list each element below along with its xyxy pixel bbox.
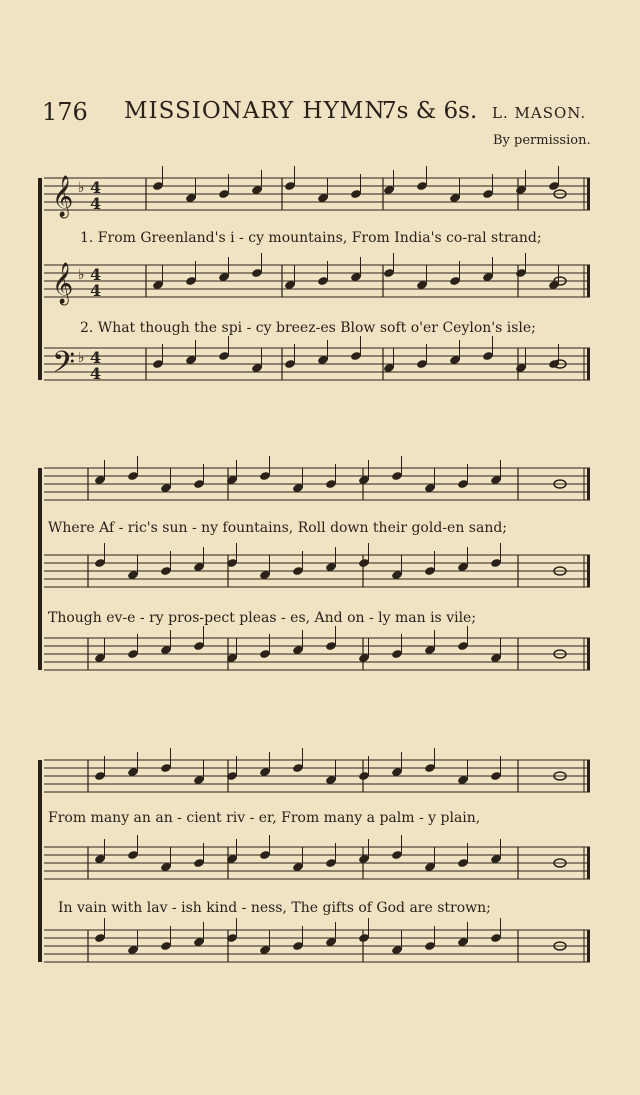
staff — [44, 626, 590, 670]
hymn-title: MISSIONARY HYMN. — [124, 98, 393, 124]
staff — [44, 918, 590, 962]
staff-notation-3 — [38, 752, 598, 982]
staff — [44, 456, 590, 500]
staff — [44, 543, 590, 587]
lyric-line-1: Where Af - ric's sun - ny fountains, Roll down their gold-en sand; — [48, 520, 508, 536]
lyric-line-2: In vain with lav - ish kind - ness, The gifts of God are strown; — [58, 900, 491, 916]
time-signature-icon: 4 — [90, 265, 102, 284]
staff — [44, 748, 590, 792]
composer-name: L. MASON. — [492, 104, 587, 122]
staff-notation-1 — [38, 170, 598, 400]
page-number: 176 — [42, 98, 88, 126]
time-signature-icon: 4 — [90, 364, 102, 383]
time-signature-icon: 4 — [90, 178, 102, 197]
meter-marking: 7s & 6s. — [382, 98, 478, 124]
time-signature-icon: 4 — [90, 194, 102, 213]
clef-icon: 𝄞 — [52, 176, 74, 217]
lyric-line-2: 2. What though the spi - cy breez-es Blow soft o'er Ceylon's isle; — [80, 320, 536, 336]
music-system-2 — [38, 460, 598, 690]
time-signature-icon: 4 — [90, 348, 102, 367]
system-bracket — [38, 760, 42, 962]
staff — [44, 253, 590, 305]
staff — [44, 336, 590, 387]
system-bracket — [38, 468, 42, 670]
music-system-1 — [38, 170, 598, 400]
clef-icon: 𝄢 — [52, 346, 76, 387]
lyric-line-2: Though ev-e - ry pros-pect pleas - es, And on - ly man is vile; — [48, 610, 477, 626]
lyric-line-1: From many an an - cient riv - er, From many a palm - y plain, — [48, 810, 481, 826]
flat-icon: ♭ — [78, 180, 85, 196]
system-bracket — [38, 178, 42, 380]
permission-note: By permission. — [493, 133, 591, 148]
flat-icon: ♭ — [78, 267, 85, 283]
page-header — [42, 98, 602, 128]
clef-icon: 𝄞 — [52, 263, 74, 304]
lyric-line-1: 1. From Greenland's i - cy mountains, From India's co-ral strand; — [80, 230, 542, 246]
staff-notation-2 — [38, 460, 598, 690]
staff — [44, 166, 590, 218]
staff — [44, 835, 590, 879]
music-system-3 — [38, 752, 598, 982]
time-signature-icon: 4 — [90, 281, 102, 300]
flat-icon: ♭ — [78, 350, 85, 366]
